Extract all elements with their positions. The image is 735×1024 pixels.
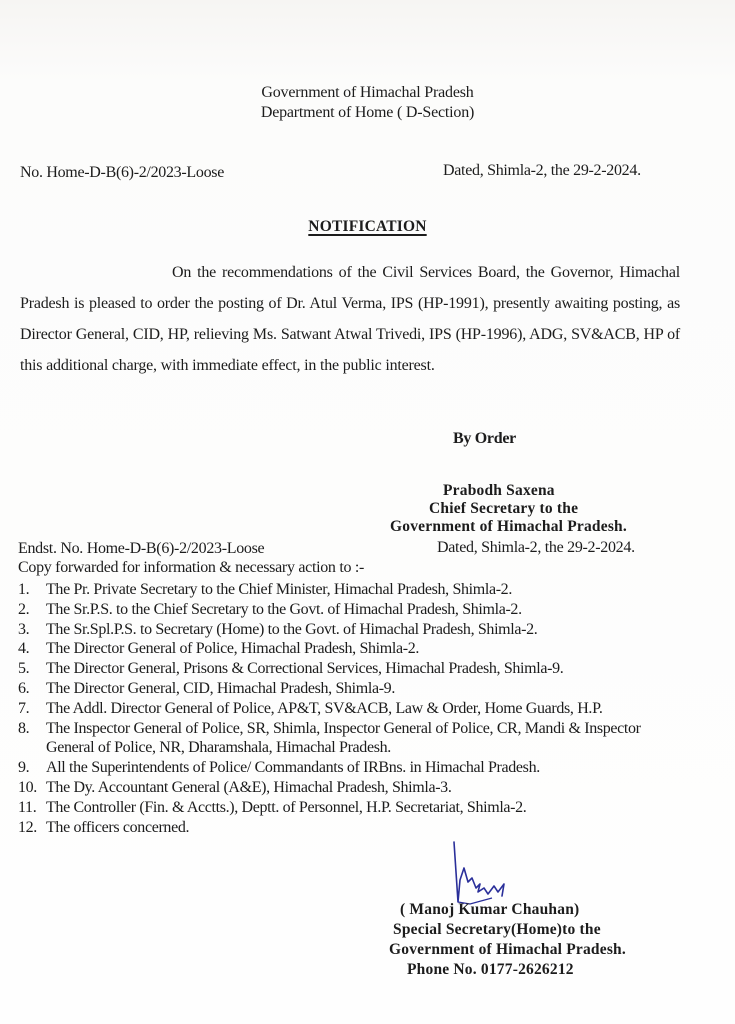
item-text: The Director General, CID, Himachal Pradesh, Shimla-9.	[46, 679, 395, 697]
item-number: 9.	[18, 759, 30, 777]
item-number: 2.	[18, 600, 30, 618]
signatory-title: Chief Secretary to the	[429, 500, 579, 517]
list-item	[18, 719, 678, 759]
item-text: The Inspector General of Police, SR, Shimla, Inspector General of Police, CR, Mandi & Inspector General of Police, NR, Dharamshala, Himachal Pradesh.	[46, 719, 641, 757]
item-number: 12.	[18, 818, 37, 836]
item-text: The Addl. Director General of Police, AP&T, SV&ACB, Law & Order, Home Guards, H.P.	[46, 699, 603, 717]
header-department: Department of Home ( D-Section)	[260, 104, 475, 121]
list-item	[18, 639, 678, 659]
recipient-list	[18, 580, 678, 837]
item-text: All the Superintendents of Police/ Commandants of IRBns. in Himachal Pradesh.	[46, 759, 540, 777]
item-text: The Sr.Spl.P.S. to Secretary (Home) to the Govt. of Himachal Pradesh, Shimla-2.	[46, 620, 538, 638]
by-order-label: By Order	[453, 430, 516, 447]
list-item	[18, 699, 678, 719]
closing-title: Special Secretary(Home)to the	[393, 921, 601, 938]
item-number: 7.	[18, 699, 30, 717]
item-number: 6.	[18, 679, 30, 697]
list-item	[18, 758, 678, 778]
item-text: The Pr. Private Secretary to the Chief Minister, Himachal Pradesh, Shimla-2.	[46, 581, 512, 598]
header-government: Government of Himachal Pradesh	[261, 84, 474, 101]
list-item	[18, 778, 678, 798]
item-number: 5.	[18, 660, 30, 678]
reference-date: Dated, Shimla-2, the 29-2-2024.	[443, 162, 641, 179]
list-item	[18, 679, 678, 699]
endorsement-number: Endst. No. Home-D-B(6)-2/2023-Loose	[18, 540, 265, 557]
item-number: 10.	[18, 778, 37, 796]
signatory-org: Government of Himachal Pradesh.	[390, 518, 627, 535]
list-item	[18, 659, 678, 679]
list-item	[18, 600, 678, 620]
signatory-name: Prabodh Saxena	[443, 482, 555, 499]
item-text: The Dy. Accountant General (A&E), Himachal Pradesh, Shimla-3.	[46, 778, 452, 796]
closing-name: ( Manoj Kumar Chauhan)	[400, 901, 580, 918]
item-number: 4.	[18, 640, 30, 658]
item-text: The Sr.P.S. to the Chief Secretary to the Govt. of Himachal Pradesh, Shimla-2.	[46, 600, 522, 618]
notification-title	[0, 218, 735, 236]
item-number: 3.	[18, 620, 30, 638]
item-number: 1.	[18, 581, 30, 598]
reference-number: No. Home-D-B(6)-2/2023-Loose	[20, 164, 224, 181]
item-text: The Director General, Prisons & Correctional Services, Himachal Pradesh, Shimla-9.	[46, 660, 564, 678]
notification-title-text: NOTIFICATION	[308, 218, 427, 235]
closing-org: Government of Himachal Pradesh.	[389, 941, 626, 958]
list-item	[18, 580, 678, 600]
item-number: 8.	[18, 719, 30, 737]
item-text: The officers concerned.	[46, 818, 190, 836]
item-number: 11.	[18, 798, 37, 816]
item-text: The Director General of Police, Himachal Pradesh, Shimla-2.	[46, 640, 419, 658]
endorsement-date: Dated, Shimla-2, the 29-2-2024.	[437, 539, 635, 556]
endorsement-intro: Copy forwarded for information & necessary action to :-	[18, 559, 365, 576]
notification-body	[20, 257, 680, 381]
closing-phone: Phone No. 0177-2626212	[407, 961, 574, 978]
item-text: The Controller (Fin. & Acctts.), Deptt. of Personnel, H.P. Secretariat, Shimla-2.	[46, 798, 527, 816]
list-item	[18, 798, 678, 818]
notification-body-text: On the recommendations of the Civil Services Board, the Governor, Himachal Pradesh is pleased to order the posting of Dr. Atul Verma, IPS (HP-1991), presently awaiting posting, as Director General, CID, HP, relieving Ms. Satwant Atwal Trivedi, IPS (HP-1996), ADG, SV&ACB, HP of this additional charge, with immediate effect, in the public interest.	[20, 264, 680, 374]
list-item	[18, 818, 678, 838]
list-item	[18, 620, 678, 640]
signature-icon	[448, 840, 528, 910]
